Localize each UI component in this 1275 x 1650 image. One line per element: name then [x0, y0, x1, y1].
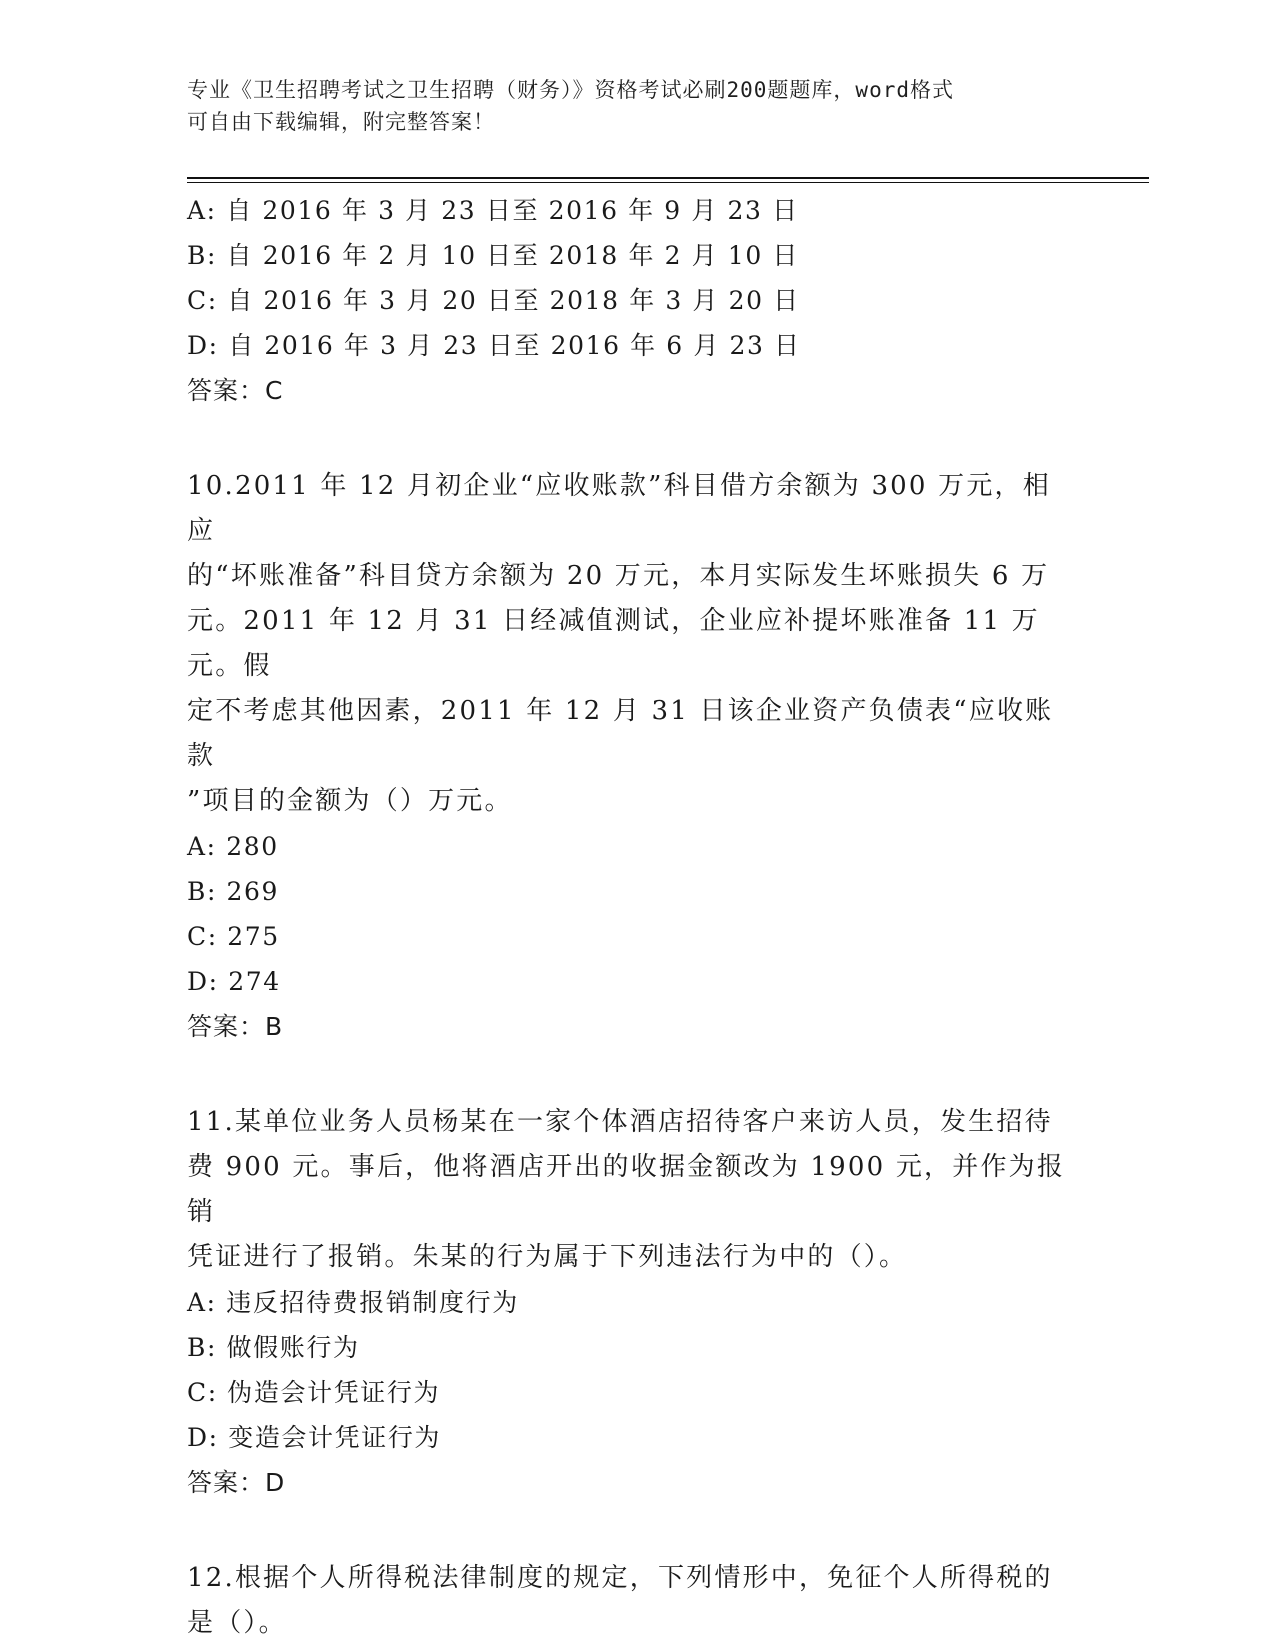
q11-option-d: D: 变造会计凭证行为 [187, 1423, 442, 1452]
q9-option-b: B: 自 2016 年 2 月 10 日至 2018 年 2 月 10 日 [187, 241, 799, 270]
document-body [187, 188, 1087, 1646]
q9-option-d: D: 自 2016 年 3 月 23 日至 2016 年 6 月 23 日 [187, 331, 801, 360]
q11-option-c: C: 伪造会计凭证行为 [187, 1378, 441, 1407]
q9-answer: 答案：C [187, 376, 284, 405]
header-rule-thick [187, 177, 1149, 179]
q11-stem-line-3: 凭证进行了报销。朱某的行为属于下列违法行为中的（）。 [187, 1242, 908, 1272]
header-line-2: 可自由下载编辑，附完整答案！ [187, 110, 495, 134]
q10-option-d: D: 274 [187, 967, 281, 996]
q10-stem-line-2: 的“坏账准备”科目贷方余额为 20 万元，本月实际发生坏账损失 6 万 [187, 561, 1050, 591]
q12-stem-line-1: 12.根据个人所得税法律制度的规定，下列情形中，免征个人所得税的 [187, 1563, 1053, 1593]
q10-stem-line-5: ”项目的金额为（）万元。 [187, 786, 513, 816]
q11-stem-line-2: 费 900 元。事后，他将酒店开出的收据金额改为 1900 元，并作为报销 [187, 1152, 1066, 1227]
question-12-block [187, 1556, 1087, 1646]
header-line-1: 专业《卫生招聘考试之卫生招聘（财务）》资格考试必刷200题题库，word格式 [187, 78, 954, 102]
q9-option-a: A: 自 2016 年 3 月 23 日至 2016 年 9 月 23 日 [187, 196, 799, 225]
q10-answer: 答案：B [187, 1012, 284, 1041]
q10-option-a: A: 280 [187, 832, 279, 861]
question-9-block [187, 188, 1087, 413]
document-header [187, 74, 1067, 138]
q11-option-a: A: 违反招待费报销制度行为 [187, 1288, 519, 1317]
question-11-block [187, 1100, 1087, 1505]
q9-option-c: C: 自 2016 年 3 月 20 日至 2018 年 3 月 20 日 [187, 286, 800, 315]
q10-stem-line-1: 10.2011 年 12 月初企业“应收账款”科目借方余额为 300 万元，相应 [187, 471, 1051, 546]
q10-stem-line-4: 定不考虑其他因素，2011 年 12 月 31 日该企业资产负债表“应收账款 [187, 696, 1054, 771]
q10-stem-line-3: 元。2011 年 12 月 31 日经减值测试，企业应补提坏账准备 11 万元。假 [187, 606, 1040, 681]
q10-option-b: B: 269 [187, 877, 280, 906]
q11-option-b: B: 做假账行为 [187, 1333, 360, 1362]
header-rule-thin [187, 182, 1149, 183]
q11-stem-line-1: 11.某单位业务人员杨某在一家个体酒店招待客户来访人员，发生招待 [187, 1107, 1053, 1137]
q12-stem-line-2: 是（）。 [187, 1608, 287, 1638]
q10-option-c: C: 275 [187, 922, 280, 951]
q11-answer: 答案：D [187, 1468, 286, 1497]
question-10-block [187, 464, 1087, 1049]
